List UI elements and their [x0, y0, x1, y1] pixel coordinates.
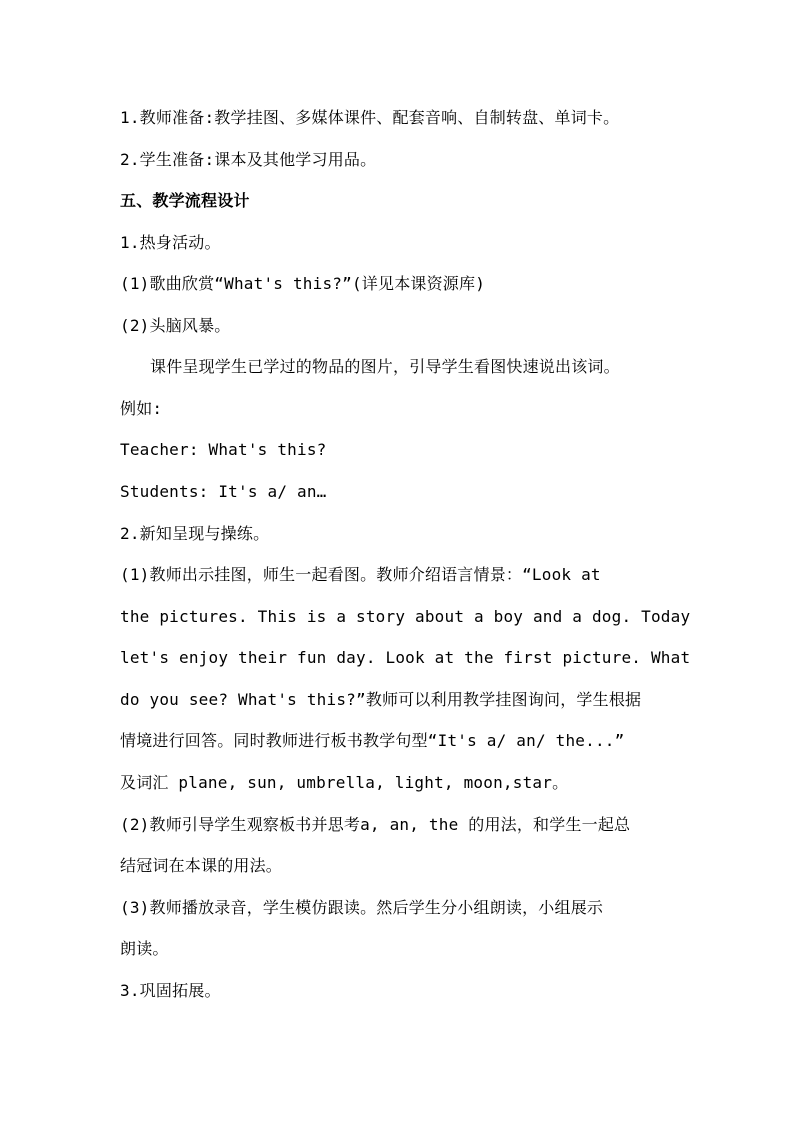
paragraph-line: 情境进行回答。同时教师进行板书教学句型“It's a/ an/ the...”: [120, 731, 625, 750]
students-dialogue: Students: It's a/ an…: [120, 482, 327, 501]
paragraph-line: (1)教师出示挂图，师生一起看图。教师介绍语言情景：“Look at: [120, 565, 601, 584]
warmup-heading: 1.热身活动。: [120, 233, 221, 252]
paragraph-line: let's enjoy their fun day. Look at the first picture. What: [120, 648, 691, 667]
teacher-dialogue: Teacher: What's this?: [120, 440, 327, 459]
new-knowledge-heading: 2.新知呈现与操练。: [120, 524, 270, 543]
paragraph-line: 及词汇 plane, sun, umbrella, light, moon,star。: [120, 773, 569, 792]
teacher-preparation-line: 1.教师准备:教学挂图、多媒体课件、配套音响、自制转盘、单词卡。: [120, 108, 620, 127]
paragraph-line: 朗读。: [120, 939, 169, 958]
consolidation-heading: 3.巩固拓展。: [120, 981, 221, 1000]
example-label: 例如:: [120, 399, 163, 418]
paragraph-line: 结冠词在本课的用法。: [120, 856, 283, 875]
song-line: (1)歌曲欣赏“What's this?”(详见本课资源库): [120, 274, 486, 293]
paragraph-line: (2)教师引导学生观察板书并思考a, an, the 的用法，和学生一起总: [120, 815, 631, 834]
section-heading: 五、教学流程设计: [120, 191, 250, 210]
paragraph-line: the pictures. This is a story about a boy and a dog. Today: [120, 607, 691, 626]
paragraph-line: (3)教师播放录音，学生模仿跟读。然后学生分小组朗读，小组展示: [120, 898, 604, 917]
courseware-line: 课件呈现学生已学过的物品的图片，引导学生看图快速说出该词。: [150, 357, 620, 376]
student-preparation-line: 2.学生准备:课本及其他学习用品。: [120, 150, 377, 169]
brainstorm-line: (2)头脑风暴。: [120, 316, 231, 335]
paragraph-line: do you see? What's this?”教师可以利用教学挂图询问，学生根据: [120, 690, 642, 709]
